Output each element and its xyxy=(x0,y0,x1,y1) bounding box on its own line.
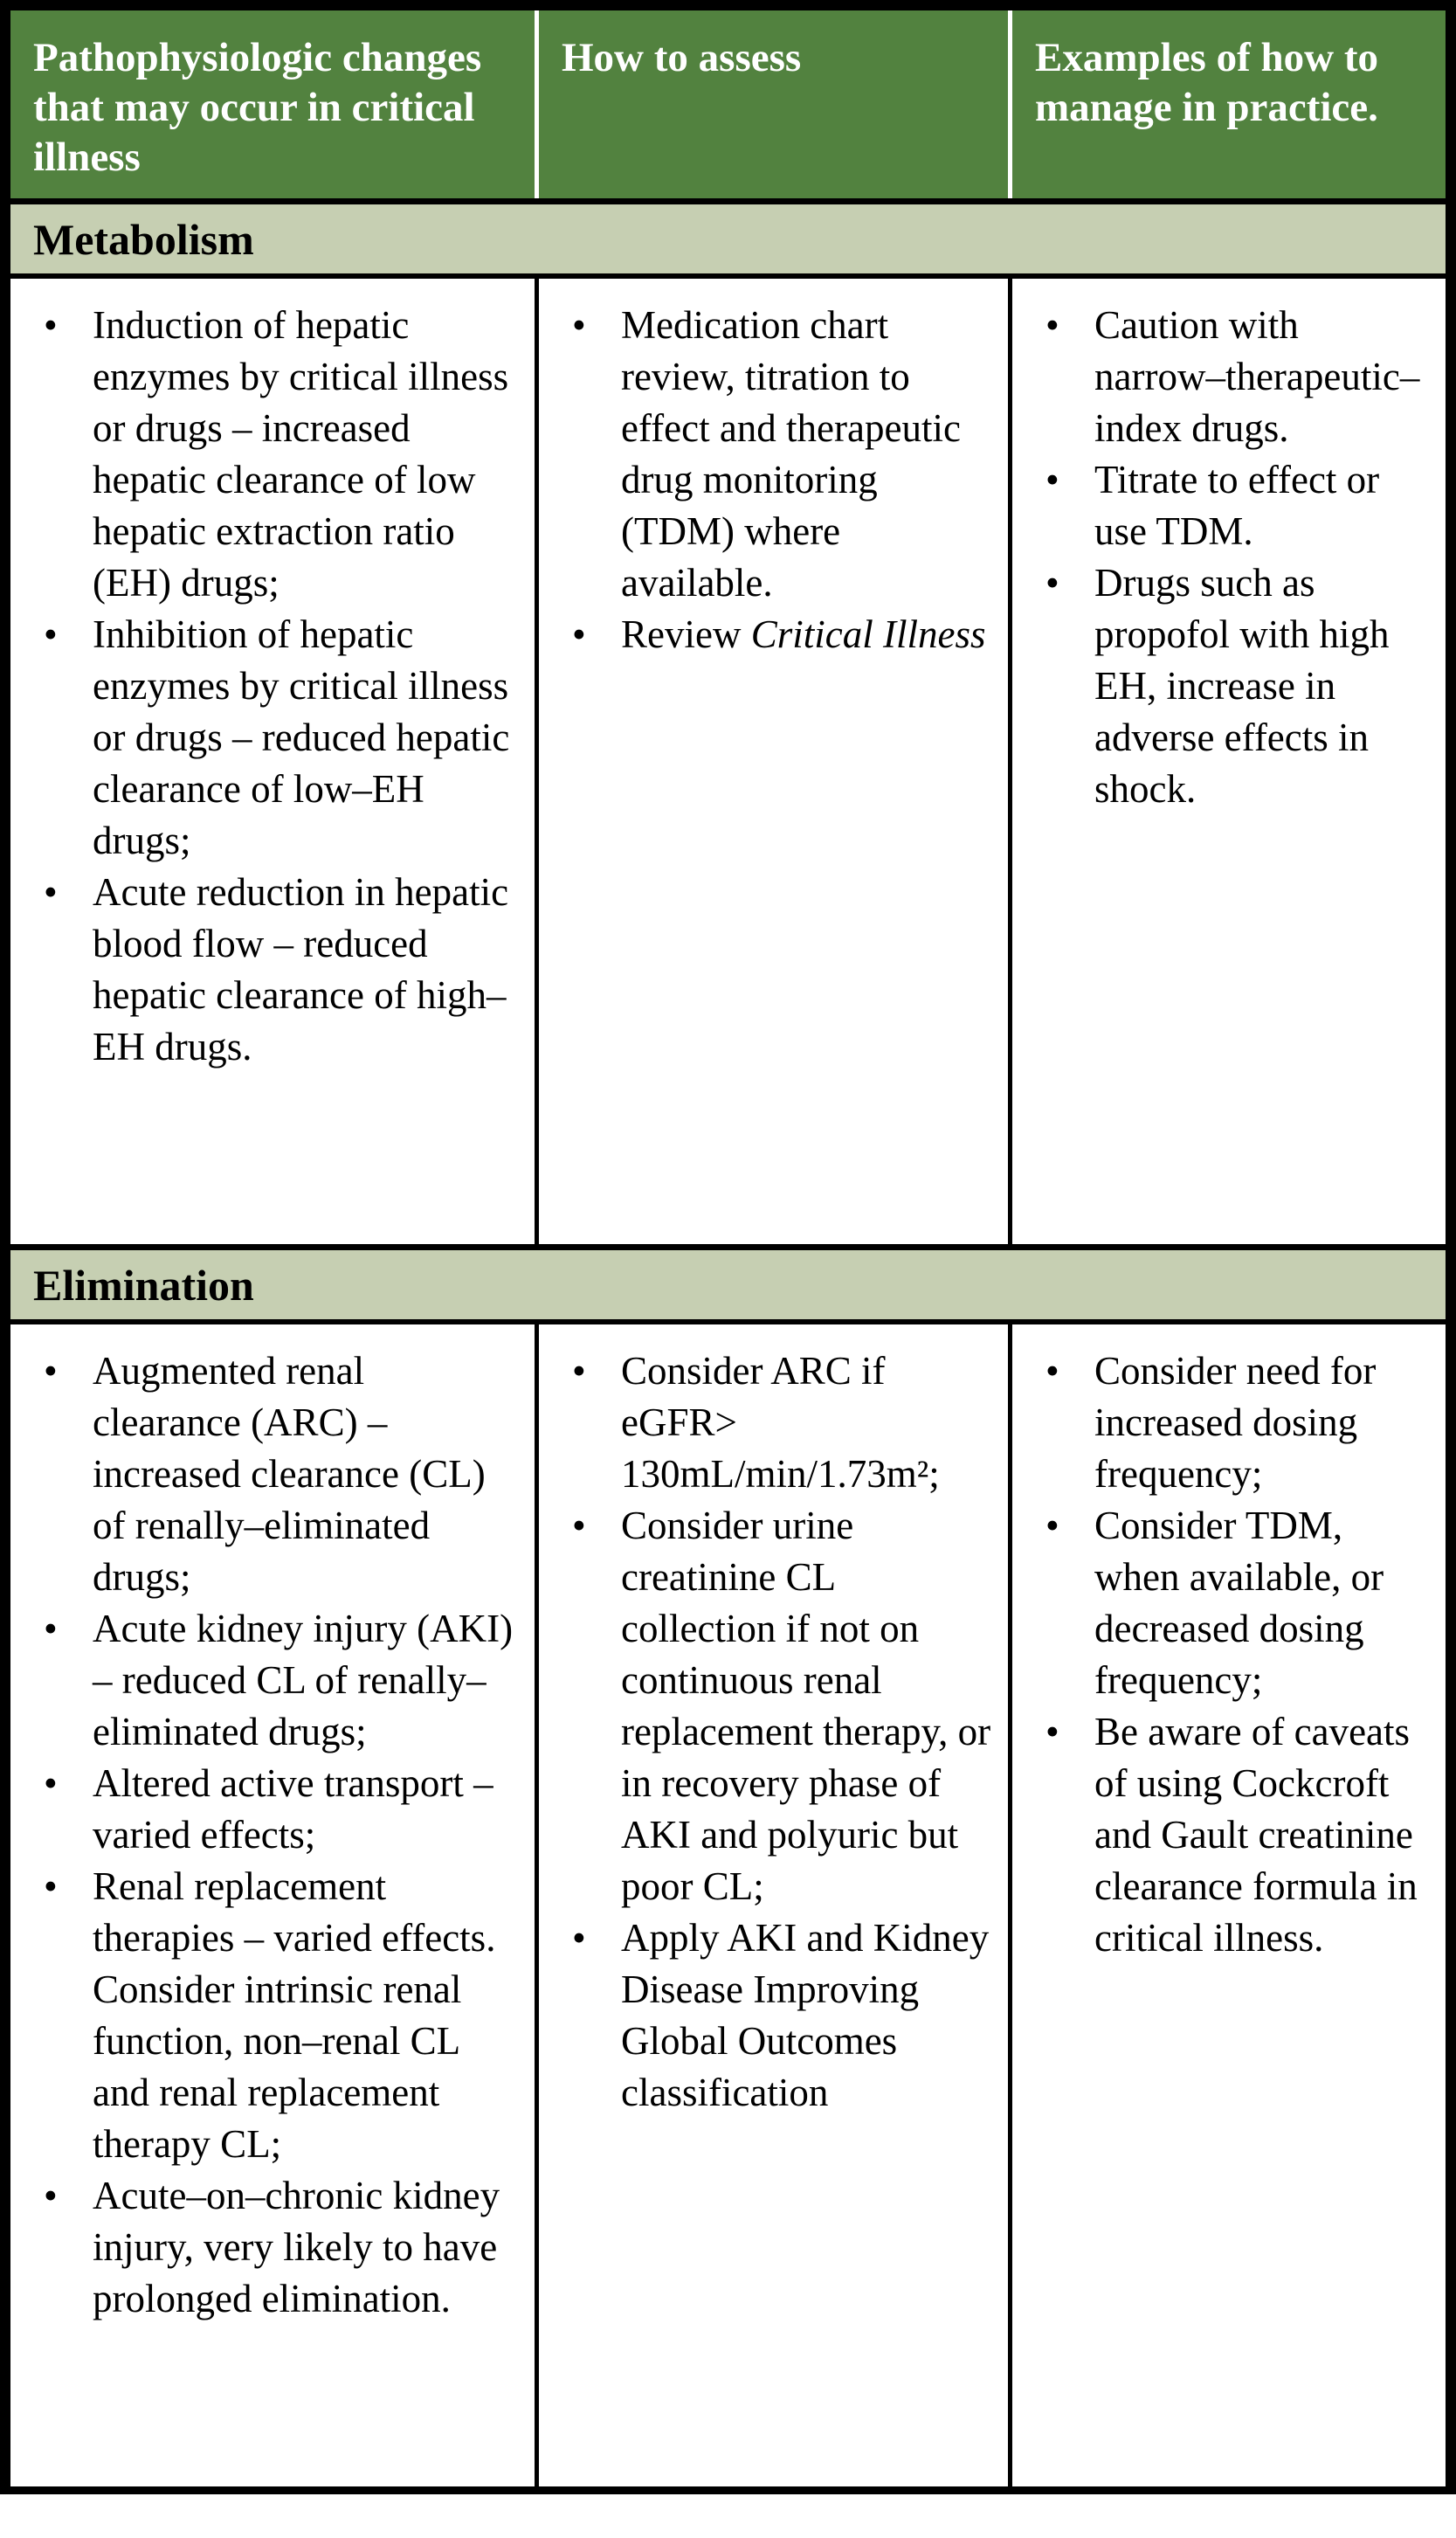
bullet-item xyxy=(31,609,522,867)
bullet-item xyxy=(1033,1345,1433,1500)
text-run: Be aware of caveats of using Cockcroft and Gault creatinine clearance formula in critical illness. xyxy=(1094,1710,1418,1960)
section-header-metabolism xyxy=(10,198,1446,279)
bullet-list xyxy=(1033,300,1433,815)
text-run: Altered active transport – varied effects; xyxy=(93,1761,493,1857)
text-run: Acute reduction in hepatic blood flow – reduced hepatic clearance of high–EH drugs. xyxy=(93,870,509,1068)
cell-elimination-assess xyxy=(539,1324,1008,2486)
section-title: Elimination xyxy=(33,1260,254,1310)
section-header-elimination xyxy=(10,1244,1446,1324)
bullet-item xyxy=(560,609,996,660)
text-run: Drugs such as propofol with high EH, increase in adverse effects in shock. xyxy=(1094,561,1390,811)
bullet-item xyxy=(31,300,522,609)
bullet-item xyxy=(560,1912,996,2119)
text-run: Review xyxy=(621,612,751,656)
bullet-list xyxy=(31,300,522,1073)
section-body-metabolism xyxy=(10,279,1446,1244)
bullet-item xyxy=(31,2170,522,2325)
cell-elimination-changes xyxy=(10,1324,535,2486)
text-run: Acute–on–chronic kidney injury, very likely to have prolonged elimination. xyxy=(93,2174,500,2320)
text-run: Induction of hepatic enzymes by critical illness or drugs – increased hepatic clearance of low hepatic extraction ratio (EH) drugs; xyxy=(93,303,509,605)
bullet-item xyxy=(31,1861,522,2170)
bullet-item xyxy=(560,1500,996,1912)
text-run: Augmented renal clearance (ARC) – increased clearance (CL) of renally–eliminated drugs; xyxy=(93,1349,486,1599)
text-run: Caution with narrow–therapeutic–index drugs. xyxy=(1094,303,1420,450)
cell-elimination-manage xyxy=(1012,1324,1446,2486)
cell-metabolism-manage xyxy=(1012,279,1446,1244)
header-col-manage-label: Examples of how to manage in practice. xyxy=(1035,35,1378,130)
bullet-item xyxy=(31,867,522,1073)
bullet-item xyxy=(560,300,996,609)
text-run: Consider urine creatinine CL collection if not on continuous renal replacement therapy, or in recovery phase of AKI and polyuric but poor CL; xyxy=(621,1504,991,1908)
header-col-assess xyxy=(539,10,1008,198)
header-col-changes-label: Pathophysiologic changes that may occur in critical illness xyxy=(33,35,482,180)
bullet-item xyxy=(31,1758,522,1861)
text-run: Acute kidney injury (AKI) – reduced CL of renally–eliminated drugs; xyxy=(93,1607,514,1753)
bullet-item xyxy=(560,1345,996,1500)
bullet-item xyxy=(1033,300,1433,454)
text-run: Consider TDM, when available, or decreased dosing frequency; xyxy=(1094,1504,1384,1702)
text-run: Medication chart review, titration to effect and therapeutic drug monitoring (TDM) where available. xyxy=(621,303,961,605)
text-run: Inhibition of hepatic enzymes by critical illness or drugs – reduced hepatic clearance of low–EH drugs; xyxy=(93,612,510,862)
text-run: Renal replacement therapies – varied effects. Consider intrinsic renal function, non–renal CL and renal replacement therapy CL; xyxy=(93,1864,496,2166)
bullet-item xyxy=(1033,1500,1433,1706)
bullet-item xyxy=(1033,1706,1433,1964)
text-run: Apply AKI and Kidney Disease Improving Global Outcomes classification xyxy=(621,1916,990,2114)
bullet-list xyxy=(31,1345,522,2325)
bullet-item xyxy=(1033,454,1433,557)
section-title: Metabolism xyxy=(33,214,254,264)
bullet-item xyxy=(1033,557,1433,815)
cell-metabolism-assess xyxy=(539,279,1008,1244)
bullet-list xyxy=(560,1345,996,2119)
text-run: Titrate to effect or use TDM. xyxy=(1094,458,1380,553)
header-col-changes xyxy=(10,10,535,198)
header-col-manage xyxy=(1012,10,1446,198)
text-run: Consider ARC if eGFR> 130mL/min/1.73m²; xyxy=(621,1349,940,1496)
text-run: Critical Illness xyxy=(750,612,986,656)
header-col-assess-label: How to assess xyxy=(562,35,802,80)
table-header-row xyxy=(10,10,1446,198)
bullet-list xyxy=(560,300,996,660)
bullet-item xyxy=(31,1345,522,1603)
bullet-list xyxy=(1033,1345,1433,1964)
section-body-elimination xyxy=(10,1324,1446,2486)
text-run: Consider need for increased dosing frequency; xyxy=(1094,1349,1377,1496)
cell-metabolism-changes xyxy=(10,279,535,1244)
bullet-item xyxy=(31,1603,522,1758)
